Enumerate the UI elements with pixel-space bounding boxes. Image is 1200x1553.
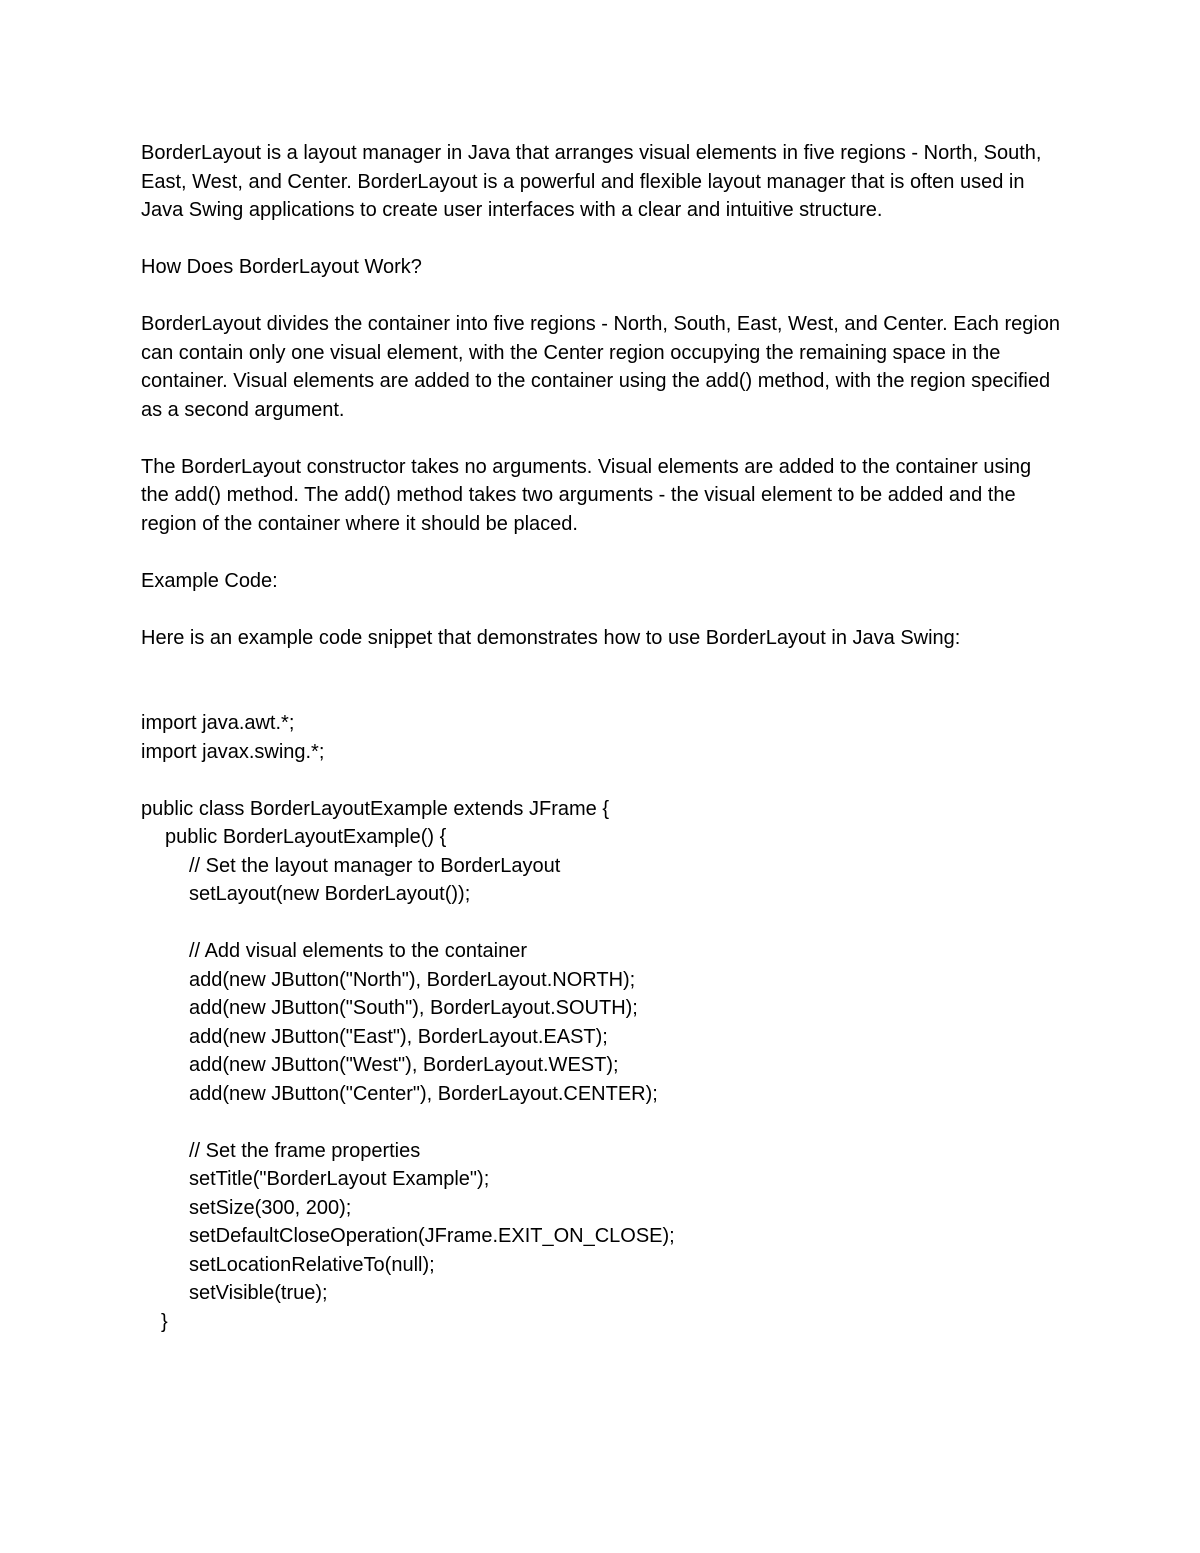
code-line: // Set the layout manager to BorderLayout xyxy=(189,854,561,877)
code-line: public class BorderLayoutExample extends JFrame { xyxy=(141,797,610,820)
code-line: add(new JButton("East"), BorderLayout.EAST); xyxy=(189,1025,608,1048)
paragraph-spacer xyxy=(141,424,1061,453)
code-line: setSize(300, 200); xyxy=(189,1196,352,1219)
code-line: add(new JButton("North"), BorderLayout.NORTH); xyxy=(189,968,636,991)
code-line: } xyxy=(161,1310,168,1333)
code-block xyxy=(141,709,1061,1336)
intro-paragraph: BorderLayout is a layout manager in Java that arranges visual elements in five regions - North, South, East, West, and Center. BorderLayout is a powerful and flexible layout manager that is often used in Java Swing applications to create user interfaces with a clear and intuitive structure. xyxy=(141,142,1042,221)
code-line: add(new JButton("Center"), BorderLayout.CENTER); xyxy=(189,1082,658,1105)
code-spacer xyxy=(141,909,1061,938)
paragraph-spacer xyxy=(141,595,1061,624)
example-intro-paragraph: Here is an example code snippet that demonstrates how to use BorderLayout in Java Swing: xyxy=(141,626,961,649)
code-line: import javax.swing.*; xyxy=(141,740,325,763)
code-line: setDefaultCloseOperation(JFrame.EXIT_ON_CLOSE); xyxy=(189,1225,675,1247)
section-heading-example: Example Code: xyxy=(141,569,278,592)
code-line: import java.awt.*; xyxy=(141,712,295,734)
code-spacer xyxy=(141,766,1061,795)
paragraph-spacer xyxy=(141,282,1061,311)
code-spacer xyxy=(141,1108,1061,1137)
paragraph-spacer xyxy=(141,652,1061,709)
paragraph-spacer xyxy=(141,538,1061,567)
code-line: add(new JButton("West"), BorderLayout.WEST); xyxy=(189,1054,619,1076)
code-line: setTitle("BorderLayout Example"); xyxy=(189,1168,490,1190)
code-line: // Add visual elements to the container xyxy=(189,940,527,962)
paragraph-spacer xyxy=(141,225,1061,254)
code-line: setLayout(new BorderLayout()); xyxy=(189,883,471,905)
code-line: setVisible(true); xyxy=(189,1282,328,1304)
constructor-paragraph: The BorderLayout constructor takes no arguments. Visual elements are added to the container using the add() method. The add() method takes two arguments - the visual element to be added and the region of the container where it should be placed. xyxy=(141,455,1032,535)
code-line: add(new JButton("South"), BorderLayout.SOUTH); xyxy=(189,997,638,1019)
document-body xyxy=(141,139,1061,1336)
how-paragraph: BorderLayout divides the container into five regions - North, South, East, West, and Center. Each region can contain only one visual element, with the Center region occupying the remaining space in the container. Visual elements are added to the container using the add() method, with the region specified as a second argument. xyxy=(141,313,1061,421)
section-heading-how: How Does BorderLayout Work? xyxy=(141,256,422,278)
code-line: // Set the frame properties xyxy=(189,1139,421,1162)
code-line: public BorderLayoutExample() { xyxy=(165,826,447,848)
code-line: setLocationRelativeTo(null); xyxy=(189,1253,435,1276)
